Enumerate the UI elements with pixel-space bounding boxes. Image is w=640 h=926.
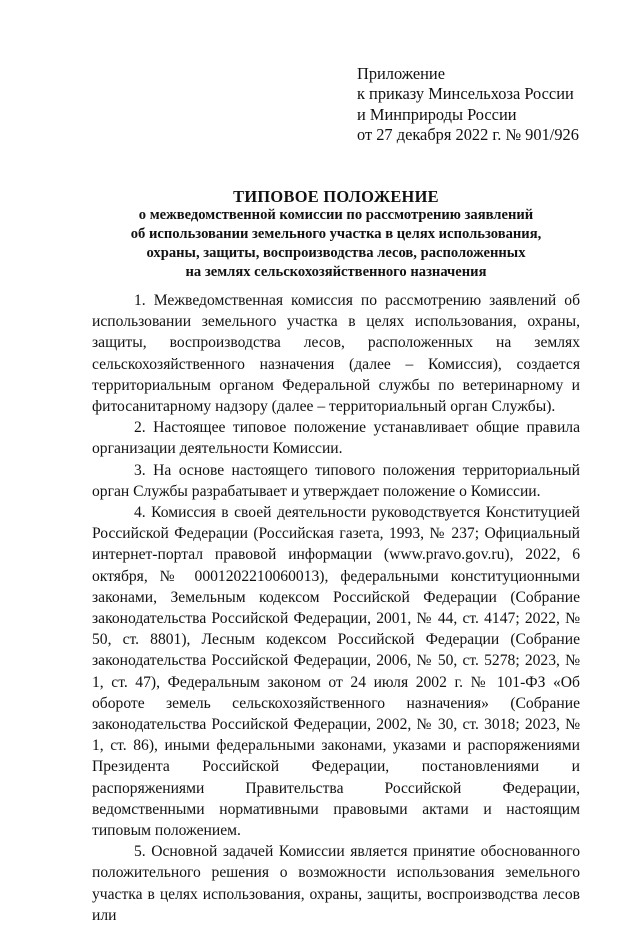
document-title xyxy=(92,187,580,282)
paragraph-3: 3. На основе настоящего типового положения территориальный орган Службы разрабатывает и утверждает положение о Комиссии. xyxy=(92,461,580,500)
appendix-line-2: к приказу Минсельхоза России xyxy=(357,84,574,104)
appendix-block xyxy=(357,64,579,145)
paragraph-4: 4. Комиссия в своей деятельности руководствуется Конституцией Российской Федерации (Российская газета, 1993, № 237; Официальный интернет-портал правовой информации (www.pravo.gov.ru), 2022, 6 октября, № 0001202210060013), федеральными конституционными законами, Земельным кодексом Российской Федерации (Собрание законодательства Российской Федерации, 2001, № 44, ст. 4147; 2022, № 50, ст. 8801), Лесным кодексом Российской Федерации (Собрание законодательства Российской Федерации, 2006, № 50, ст. 5278; 2023, № 1, ст. 47), Федеральным законом от 24 июля 2002 г. № 101-ФЗ «Об обороте земель сельскохозяйственного назначения» (Собрание законодательства Российской Федерации, 2002, № 30, ст. 3018; 2023, № 1, ст. 86), иными федеральными законами, указами и распоряжениями Президента Российской Федерации, постановлениями и распоряжениями Правительства Российской Федерации, ведомственными нормативными правовыми актами и настоящим типовым положением. xyxy=(92,504,580,840)
document-body xyxy=(92,290,580,926)
paragraph-1: 1. Межведомственная комиссия по рассмотрению заявлений об использовании земельного участка в целях использования, охраны, защиты, воспроизводства лесов, расположенных на землях сельскохозяйственного назначения (далее – Комиссия), создается территориальным органом Федеральной службы по ветеринарному и фитосанитарному надзору (далее – территориальный орган Службы). xyxy=(92,292,580,416)
title-line-4: на землях сельскохозяйственного назначения xyxy=(185,264,487,280)
title-line-2: об использовании земельного участка в целях использования, xyxy=(130,226,542,242)
paragraph-2: 2. Настоящее типовое положение устанавливает общие правила организации деятельности Комиссии. xyxy=(92,419,580,458)
title-heading: ТИПОВОЕ ПОЛОЖЕНИЕ xyxy=(233,187,439,206)
paragraph-5: 5. Основной задачей Комиссии является принятие обоснованного положительного решения о возможности использования земельного участка в целях использования, охраны, защиты, воспроизводства лесов или xyxy=(92,843,580,924)
appendix-line-1: Приложение xyxy=(357,64,445,83)
title-line-3: охраны, защиты, воспроизводства лесов, расположенных xyxy=(146,245,526,261)
title-line-1: о межведомственной комиссии по рассмотрению заявлений xyxy=(138,207,534,223)
appendix-line-4: от 27 декабря 2022 г. № 901/926 xyxy=(357,124,579,144)
appendix-line-3: и Минприроды России xyxy=(357,104,517,124)
